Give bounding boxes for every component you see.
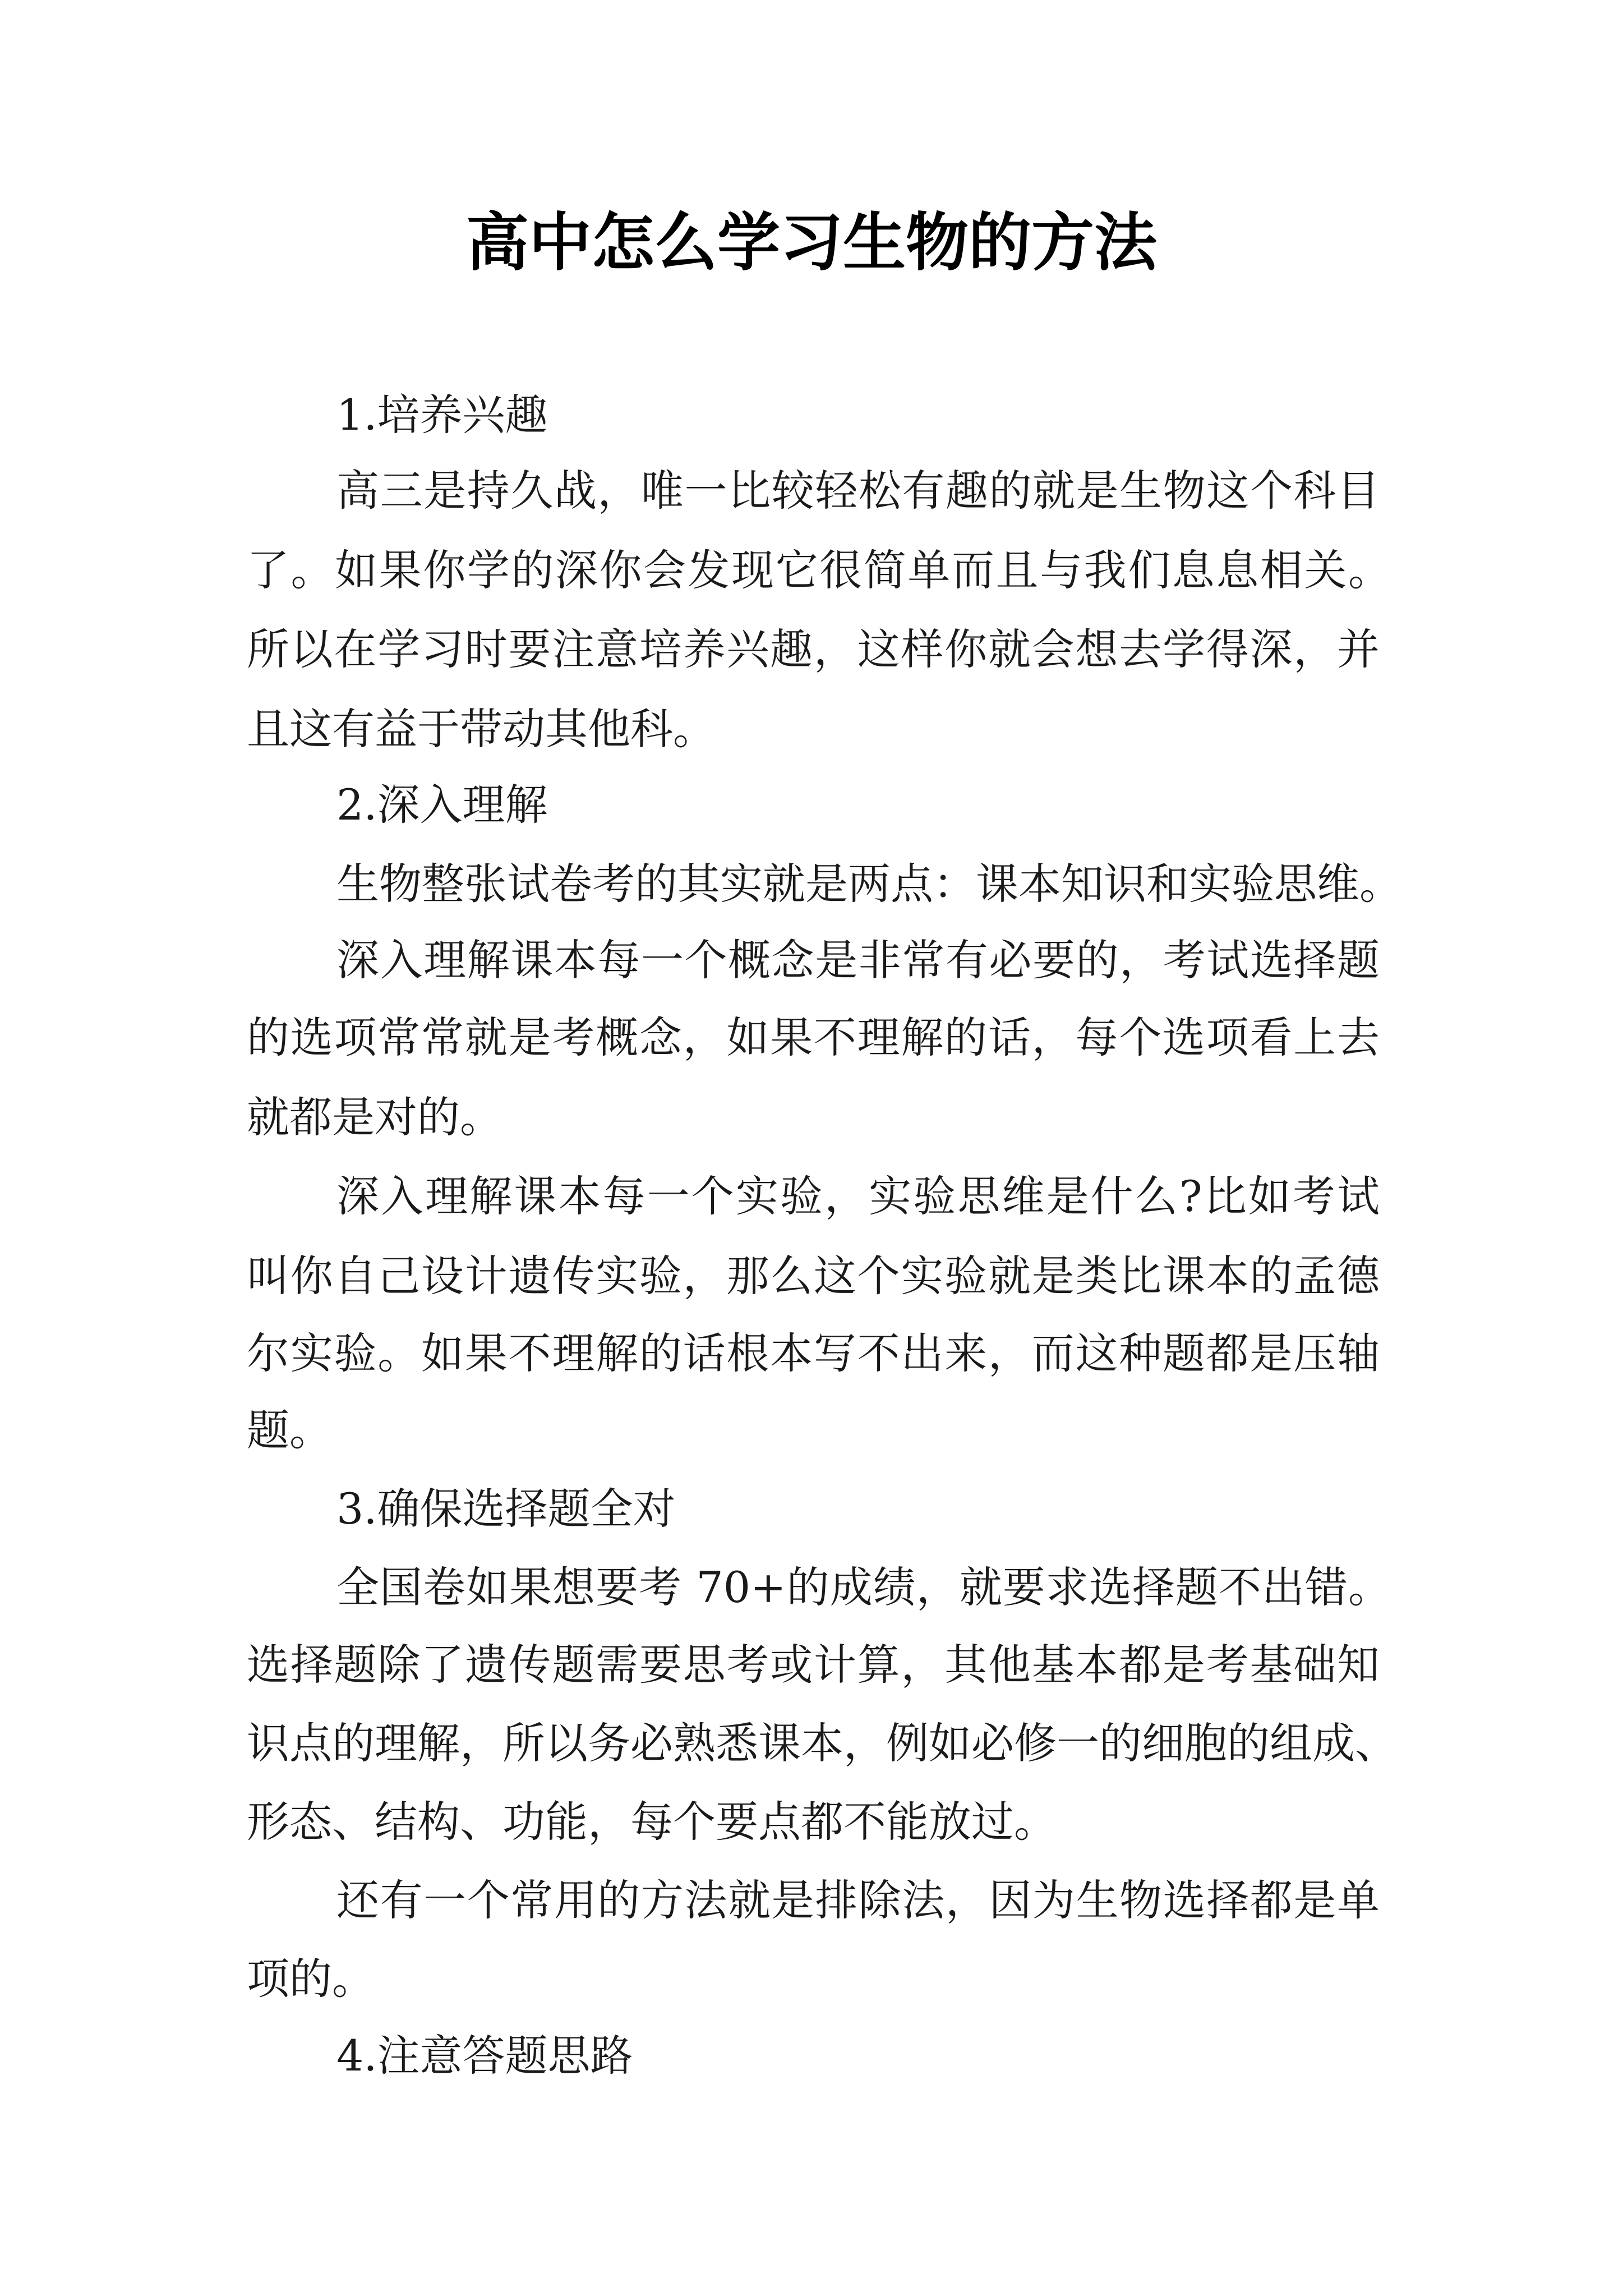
paragraph-line: 还有一个常用的方法就是排除法，因为生物选择都是单 — [336, 1875, 1380, 1925]
paragraph-line: 题。 — [247, 1405, 332, 1455]
paragraph-line: 尔实验。如果不理解的话根本写不出来，而这种题都是压轴 — [247, 1328, 1380, 1378]
paragraph-line: 高三是持久战，唯一比较轻松有趣的就是生物这个科目 — [336, 466, 1380, 516]
paragraph-line: 就都是对的。 — [247, 1092, 502, 1142]
paragraph-line: 深入理解课本每一个概念是非常有必要的，考试选择题 — [336, 935, 1380, 985]
paragraph-line: 识点的理解，所以务必熟悉课本，例如必修一的细胞的组成、 — [247, 1718, 1398, 1768]
paragraph-line: 且这有益于带动其他科。 — [247, 704, 716, 754]
document-title: 高中怎么学习生物的方法 — [466, 206, 1157, 279]
section-heading-4: 4.注意答题思路 — [336, 2031, 633, 2081]
paragraph-line: 了。如果你学的深你会发现它很简单而且与我们息息相关。 — [247, 545, 1391, 595]
paragraph-line: 形态、结构、功能，每个要点都不能放过。 — [247, 1797, 1057, 1847]
paragraph-line: 生物整张试卷考的其实就是两点：课本知识和实验思维。 — [336, 859, 1402, 909]
paragraph-line: 的选项常常就是考概念，如果不理解的话，每个选项看上去 — [247, 1013, 1380, 1062]
section-heading-3: 3.确保选择题全对 — [336, 1484, 676, 1534]
paragraph-line: 选择题除了遗传题需要思考或计算，其他基本都是考基础知 — [247, 1640, 1380, 1690]
section-heading-1: 1.培养兴趣 — [336, 390, 548, 440]
section-heading-2: 2.深入理解 — [336, 780, 548, 830]
paragraph-line: 所以在学习时要注意培养兴趣，这样你就会想去学得深，并 — [247, 624, 1380, 674]
paragraph-line: 深入理解课本每一个实验，实验思维是什么?比如考试 — [336, 1171, 1380, 1221]
paragraph-line: 项的。 — [247, 1954, 375, 2004]
paragraph-line: 叫你自己设计遗传实验，那么这个实验就是类比课本的孟德 — [247, 1251, 1380, 1301]
paragraph-line: 全国卷如果想要考 70+的成绩，就要求选择题不出错。 — [336, 1562, 1391, 1612]
